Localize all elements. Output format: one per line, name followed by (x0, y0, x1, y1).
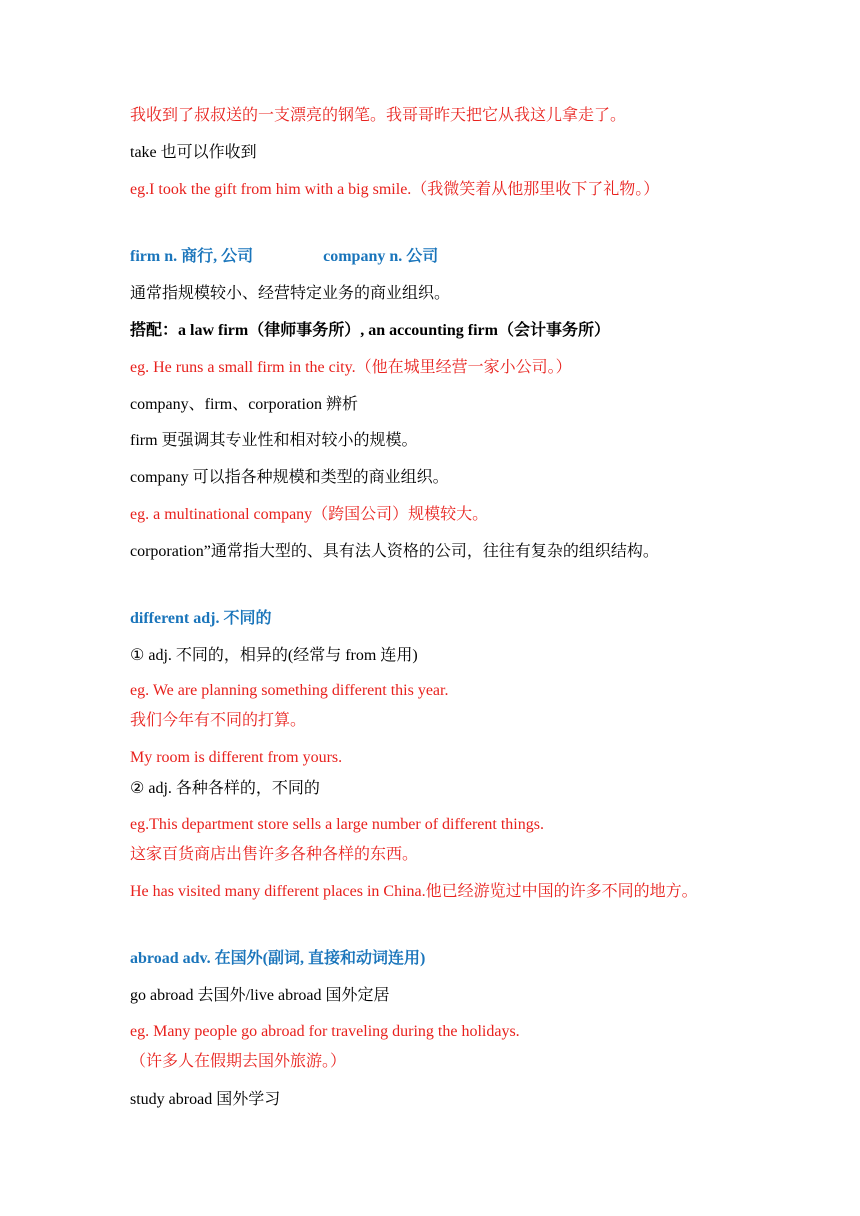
example-sentence: My room is different from yours. (130, 749, 343, 766)
example-translation: 我收到了叔叔送的一支漂亮的钢笔。我哥哥昨天把它从我这儿拿走了。 (130, 107, 627, 124)
example-translation: 我们今年有不同的打算。 (130, 712, 307, 729)
comparison-note: company 可以指各种规模和类型的商业组织。 (130, 469, 449, 486)
example-sentence: eg. We are planning something different this year. (130, 682, 449, 699)
phrase-note: study abroad 国外学习 (130, 1091, 281, 1108)
example-sentence: eg.This department store sells a large number of different things. (130, 816, 544, 833)
comparison-note: firm 更强调其专业性和相对较小的规模。 (130, 432, 418, 449)
entry-heading-different: different adj. 不同的 (130, 610, 272, 627)
phrase-note: go abroad 去国外/live abroad 国外定居 (130, 987, 390, 1004)
example-translation: （许多人在假期去国外旅游。） (130, 1053, 347, 1070)
usage-note: take 也可以作收到 (130, 144, 257, 161)
example-sentence: He has visited many different places in China.他已经游览过中国的许多不同的地方。 (130, 883, 698, 900)
example-sentence: eg. a multinational company（跨国公司）规模较大。 (130, 506, 489, 523)
example-sentence: eg. Many people go abroad for traveling during the holidays. (130, 1023, 520, 1040)
sense-1: ① adj. 不同的，相异的(经常与 from 连用) (130, 647, 418, 664)
comparison-title: company、firm、corporation 辨析 (130, 396, 358, 413)
example-sentence: eg.I took the gift from him with a big smile.（我微笑着从他那里收下了礼物。） (130, 181, 660, 198)
sense-2: ② adj. 各种各样的，不同的 (130, 780, 320, 797)
company-heading: company n. 公司 (323, 248, 439, 265)
collocation-note: 搭配：a law firm（律师事务所）, an accounting firm（会计事务所） (130, 322, 610, 339)
comparison-note: corporation”通常指大型的、具有法人资格的公司，往往有复杂的组织结构。 (130, 543, 659, 560)
example-translation: 这家百货商店出售许多各种各样的东西。 (130, 846, 419, 863)
definition-note: 通常指规模较小、经营特定业务的商业组织。 (130, 285, 451, 302)
entry-heading-firm (130, 246, 844, 268)
example-sentence: eg. He runs a small firm in the city.（他在城里经营一家小公司。） (130, 359, 572, 376)
firm-heading: firm n. 商行, 公司 (130, 248, 254, 265)
entry-heading-abroad: abroad adv. 在国外(副词, 直接和动词连用) (130, 950, 426, 967)
